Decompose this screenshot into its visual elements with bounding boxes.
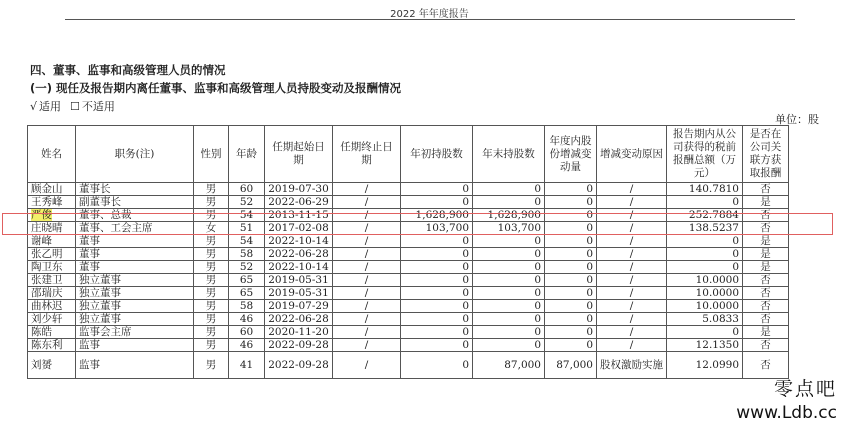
table-cell: 0 (667, 248, 743, 261)
table-cell: 1,628,900 (401, 209, 473, 222)
table-cell: 独立董事 (76, 313, 194, 326)
table-cell: 男 (194, 209, 229, 222)
column-header: 年初持股数 (401, 126, 473, 183)
table-cell: 男 (194, 183, 229, 196)
column-header: 年度内股份增减变动量 (545, 126, 597, 183)
table-cell: 10.0000 (667, 287, 743, 300)
table-cell: 否 (743, 352, 789, 379)
table-cell: 男 (194, 352, 229, 379)
table-cell: 男 (194, 261, 229, 274)
table-cell: / (597, 235, 667, 248)
table-cell: 0 (545, 339, 597, 352)
table-cell: 男 (194, 326, 229, 339)
table-cell: 0 (667, 326, 743, 339)
table-cell: 否 (743, 287, 789, 300)
table-row (28, 235, 789, 248)
highlighted-name: 严俊 (31, 209, 52, 221)
table-cell: 1,628,900 (473, 209, 545, 222)
table-cell: / (333, 326, 401, 339)
table-cell: 2017-02-08 (265, 222, 333, 235)
column-header: 是否在公司关联方获取报酬 (743, 126, 789, 183)
table-cell: / (597, 274, 667, 287)
table-cell: 2022-06-28 (265, 248, 333, 261)
table-cell: 0 (545, 313, 597, 326)
column-header: 职务(注) (76, 126, 194, 183)
table-cell: 董事 (76, 248, 194, 261)
column-header: 报告期内从公司获得的税前报酬总额（万元） (667, 126, 743, 183)
table-header-row (28, 126, 789, 183)
table-row (28, 287, 789, 300)
table-row (28, 300, 789, 313)
holdings-table (27, 125, 789, 379)
table-row (28, 313, 789, 326)
table-cell: / (597, 313, 667, 326)
highlight-box (2, 213, 833, 235)
applicable-label: 适用 (39, 100, 62, 113)
table-cell: 2019-07-30 (265, 183, 333, 196)
table-cell: 男 (194, 313, 229, 326)
table-cell: 0 (545, 209, 597, 222)
table-body (28, 183, 789, 379)
table-cell: 51 (229, 222, 265, 235)
table-cell: 0 (473, 326, 545, 339)
table-cell: 张乙明 (28, 248, 76, 261)
table-cell: 监事 (76, 339, 194, 352)
table-cell: / (597, 248, 667, 261)
table-cell: 0 (401, 274, 473, 287)
table-cell: 65 (229, 274, 265, 287)
table-cell: 0 (401, 287, 473, 300)
table-cell: 董事 (76, 261, 194, 274)
table-cell: 54 (229, 235, 265, 248)
table-row (28, 261, 789, 274)
table-cell: 0 (667, 235, 743, 248)
applicability-options (30, 98, 117, 114)
table-cell: 0 (545, 196, 597, 209)
table-cell: 男 (194, 339, 229, 352)
table-cell: / (333, 183, 401, 196)
table-cell: / (333, 261, 401, 274)
table-cell: 87,000 (473, 352, 545, 379)
table-cell: 董事、工会主席 (76, 222, 194, 235)
table-cell: 0 (545, 183, 597, 196)
unit-label: 单位：股 (775, 113, 819, 126)
table-cell: 0 (473, 274, 545, 287)
column-header: 任期起始日期 (265, 126, 333, 183)
table-cell: 2022-06-29 (265, 196, 333, 209)
table-cell: / (333, 274, 401, 287)
table-cell: / (333, 287, 401, 300)
table-cell: 0 (473, 261, 545, 274)
table-cell: / (333, 300, 401, 313)
table-cell: 0 (545, 274, 597, 287)
table-cell: 副董事长 (76, 196, 194, 209)
table-cell: 否 (743, 209, 789, 222)
table-cell: 87,000 (545, 352, 597, 379)
table-cell: 0 (545, 326, 597, 339)
table-cell: 男 (194, 235, 229, 248)
table-row (28, 196, 789, 209)
page-header-title: 2022 年年度报告 (390, 9, 469, 20)
table-cell: 0 (667, 196, 743, 209)
table-cell: 否 (743, 222, 789, 235)
table-cell: 邵瑞庆 (28, 287, 76, 300)
table-cell: 董事 (76, 235, 194, 248)
table-cell: 46 (229, 313, 265, 326)
table-cell: 2019-07-29 (265, 300, 333, 313)
table-cell: 2022-10-14 (265, 261, 333, 274)
header-rule (65, 19, 795, 20)
watermark-line1: 零点吧 (773, 378, 837, 400)
table-cell: 0 (473, 313, 545, 326)
table-cell: 0 (545, 261, 597, 274)
column-header: 姓名 (28, 126, 76, 183)
table-cell: 顾金山 (28, 183, 76, 196)
section-subtitle: (一) 现任及报告期内离任董事、监事和高级管理人员持股变动及报酬情况 (30, 81, 402, 95)
table-cell: 0 (667, 261, 743, 274)
table-row (28, 183, 789, 196)
table-cell: 0 (401, 261, 473, 274)
table-cell: / (333, 313, 401, 326)
table-cell: 女 (194, 222, 229, 235)
table-cell: 0 (545, 248, 597, 261)
table-cell: 0 (473, 339, 545, 352)
table-cell: 监事会主席 (76, 326, 194, 339)
table-cell: 103,700 (401, 222, 473, 235)
table-cell: / (333, 196, 401, 209)
table-cell: 12.1350 (667, 339, 743, 352)
table-cell: 2022-09-28 (265, 339, 333, 352)
table-cell: 男 (194, 248, 229, 261)
table-cell: / (597, 287, 667, 300)
table-cell: 否 (743, 274, 789, 287)
table-cell: 0 (401, 235, 473, 248)
table-cell: 2020-11-20 (265, 326, 333, 339)
table-cell: 0 (401, 326, 473, 339)
table-cell: 是 (743, 235, 789, 248)
table-cell: 陈皓 (28, 326, 76, 339)
table-cell: 2022-10-14 (265, 235, 333, 248)
table-cell: / (597, 300, 667, 313)
table-cell: 0 (473, 248, 545, 261)
table-cell: 0 (401, 183, 473, 196)
table-cell: 是 (743, 326, 789, 339)
table-cell: 0 (401, 248, 473, 261)
table-cell: / (597, 326, 667, 339)
table-cell: 2022-06-28 (265, 313, 333, 326)
table-cell: 60 (229, 326, 265, 339)
table-cell: 58 (229, 248, 265, 261)
table-cell: / (597, 183, 667, 196)
table-cell: 252.7884 (667, 209, 743, 222)
table-cell: 0 (401, 196, 473, 209)
table-cell: 0 (473, 300, 545, 313)
table-cell: 独立董事 (76, 300, 194, 313)
watermark (736, 374, 837, 423)
column-header: 年龄 (229, 126, 265, 183)
table-cell: 0 (401, 339, 473, 352)
table-cell: 否 (743, 339, 789, 352)
table-cell: 0 (545, 300, 597, 313)
table-cell: 陈东利 (28, 339, 76, 352)
table-cell: 52 (229, 196, 265, 209)
table-cell: / (597, 196, 667, 209)
table-row (28, 326, 789, 339)
table-cell: 2013-11-15 (265, 209, 333, 222)
not-applicable-label: 不适用 (81, 100, 115, 113)
table-cell: 张建卫 (28, 274, 76, 287)
table-cell: 是 (743, 196, 789, 209)
table-cell: 5.0833 (667, 313, 743, 326)
table-cell: 曲林迟 (28, 300, 76, 313)
table-row (28, 339, 789, 352)
table-cell: 庄晓晴 (28, 222, 76, 235)
table-row (28, 352, 789, 379)
table-cell: 男 (194, 287, 229, 300)
table-cell: 男 (194, 274, 229, 287)
column-header: 增减变动原因 (597, 126, 667, 183)
table-cell: 0 (545, 235, 597, 248)
table-cell: 独立董事 (76, 274, 194, 287)
table-cell: 0 (473, 287, 545, 300)
table-cell: 138.5237 (667, 222, 743, 235)
table-cell: 2019-05-31 (265, 287, 333, 300)
table-cell: 65 (229, 287, 265, 300)
table-cell: 60 (229, 183, 265, 196)
table-cell: 0 (473, 183, 545, 196)
column-header: 任期终止日期 (333, 126, 401, 183)
table-cell: / (597, 261, 667, 274)
watermark-line2: www.Ldb.cc (736, 403, 837, 423)
table-cell: 0 (401, 352, 473, 379)
table-cell: 140.7810 (667, 183, 743, 196)
table-cell: / (333, 235, 401, 248)
table-cell: 0 (401, 313, 473, 326)
table-cell: / (597, 209, 667, 222)
table-cell: 103,700 (473, 222, 545, 235)
table-cell: / (597, 339, 667, 352)
table-cell: 是 (743, 248, 789, 261)
table-cell: 刘少轩 (28, 313, 76, 326)
table-cell: 董事、总裁 (76, 209, 194, 222)
table-cell: 0 (473, 235, 545, 248)
table-cell: / (333, 209, 401, 222)
table-cell: 王秀峰 (28, 196, 76, 209)
table-cell: 0 (545, 222, 597, 235)
table-cell: 监事 (76, 352, 194, 379)
table-cell: 46 (229, 339, 265, 352)
table-cell: 54 (229, 209, 265, 222)
table-cell: / (333, 248, 401, 261)
table-cell: 12.0990 (667, 352, 743, 379)
checkmark-icon: √ (30, 100, 38, 113)
table-cell: 否 (743, 313, 789, 326)
table-cell: / (333, 222, 401, 235)
table-cell: 男 (194, 300, 229, 313)
table-cell: 10.0000 (667, 300, 743, 313)
unchecked-box-icon: ☐ (70, 100, 80, 113)
table-cell: / (597, 222, 667, 235)
table-cell: 董事长 (76, 183, 194, 196)
table-cell: 否 (743, 183, 789, 196)
table-cell: 否 (743, 300, 789, 313)
table-cell: 陶卫东 (28, 261, 76, 274)
table-row (28, 248, 789, 261)
table-cell: 谢峰 (28, 235, 76, 248)
table-row (28, 274, 789, 287)
table-cell: 10.0000 (667, 274, 743, 287)
table-cell: 0 (473, 196, 545, 209)
column-header: 年末持股数 (473, 126, 545, 183)
table-cell: / (333, 352, 401, 379)
table-cell: 2022-09-28 (265, 352, 333, 379)
column-header: 性别 (194, 126, 229, 183)
table-cell: 2019-05-31 (265, 274, 333, 287)
table-cell: 股权激励实施 (597, 352, 667, 379)
table-cell: 刘赟 (28, 352, 76, 379)
table-cell: 41 (229, 352, 265, 379)
section-title: 四、董事、监事和高级管理人员的情况 (30, 63, 226, 77)
table-cell: 52 (229, 261, 265, 274)
table-cell: / (333, 339, 401, 352)
table-cell: 58 (229, 300, 265, 313)
table-cell: 独立董事 (76, 287, 194, 300)
table-cell: 男 (194, 196, 229, 209)
table-cell: 0 (545, 287, 597, 300)
table-cell: 0 (401, 300, 473, 313)
table-cell: 是 (743, 261, 789, 274)
